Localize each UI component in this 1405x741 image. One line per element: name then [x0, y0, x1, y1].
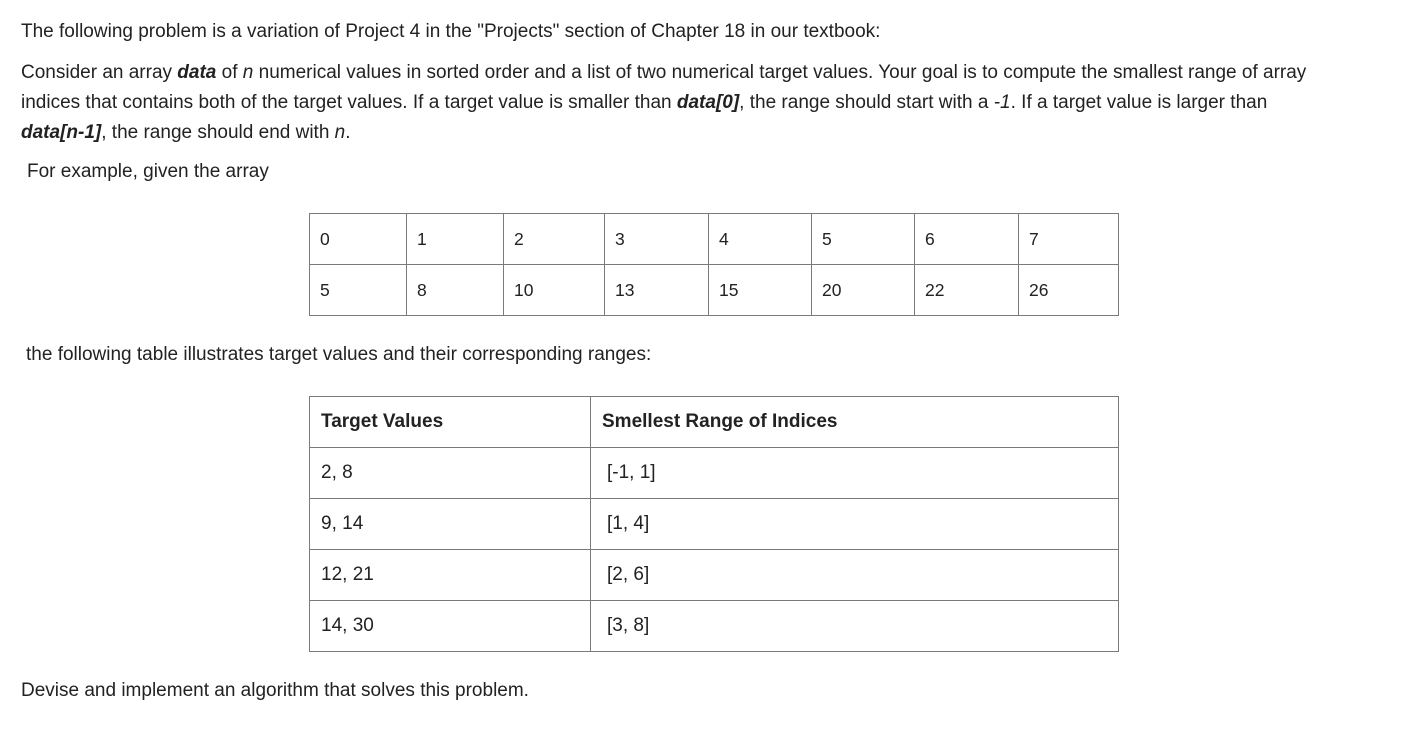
range-cell: [-1, 1] — [591, 448, 1119, 499]
problem-statement — [21, 58, 1306, 148]
range-cell: [2, 6] — [591, 550, 1119, 601]
array-value-cell: 5 — [310, 265, 407, 316]
example-intro: For example, given the array — [27, 161, 269, 182]
problem-line-2: indices that contains both of the target values. If a target value is smaller than data[0], the range should start with a -1. If a target value is larger than — [21, 92, 1268, 113]
problem-line-1: Consider an array data of n numerical values in sorted order and a list of two numerical target values. Your goal is to compute the smallest range of array — [21, 62, 1307, 83]
array-value-cell: 15 — [709, 265, 812, 316]
target-values-cell: 12, 21 — [310, 550, 591, 601]
array-index-cell: 3 — [605, 214, 709, 265]
table-intro: the following table illustrates target values and their corresponding ranges: — [26, 344, 652, 365]
array-index-cell: 6 — [915, 214, 1019, 265]
range-table-row — [310, 550, 1119, 601]
array-value-cell: 10 — [504, 265, 605, 316]
problem-line-3: data[n-1], the range should end with n. — [21, 122, 351, 143]
array-value-cell: 8 — [407, 265, 504, 316]
target-values-cell: 14, 30 — [310, 601, 591, 652]
array-index-row — [310, 214, 1119, 265]
target-values-cell: 9, 14 — [310, 499, 591, 550]
array-value-cell: 13 — [605, 265, 709, 316]
array-index-cell: 7 — [1019, 214, 1119, 265]
intro-paragraph: The following problem is a variation of Project 4 in the "Projects" section of Chapter 18 in our textbook: — [21, 21, 881, 42]
range-table — [309, 396, 1119, 652]
range-cell: [1, 4] — [591, 499, 1119, 550]
header-target-values: Target Values — [310, 397, 591, 448]
header-range: Smellest Range of Indices — [591, 397, 1119, 448]
target-values-cell: 2, 8 — [310, 448, 591, 499]
array-index-cell: 2 — [504, 214, 605, 265]
array-value-cell: 20 — [812, 265, 915, 316]
array-index-cell: 0 — [310, 214, 407, 265]
range-table-row — [310, 448, 1119, 499]
range-cell: [3, 8] — [591, 601, 1119, 652]
array-table — [309, 213, 1119, 316]
array-value-row — [310, 265, 1119, 316]
closing-paragraph: Devise and implement an algorithm that solves this problem. — [21, 680, 529, 701]
array-index-cell: 1 — [407, 214, 504, 265]
array-value-cell: 22 — [915, 265, 1019, 316]
range-table-header — [310, 397, 1119, 448]
array-index-cell: 4 — [709, 214, 812, 265]
array-index-cell: 5 — [812, 214, 915, 265]
range-table-row — [310, 601, 1119, 652]
array-value-cell: 26 — [1019, 265, 1119, 316]
range-table-row — [310, 499, 1119, 550]
